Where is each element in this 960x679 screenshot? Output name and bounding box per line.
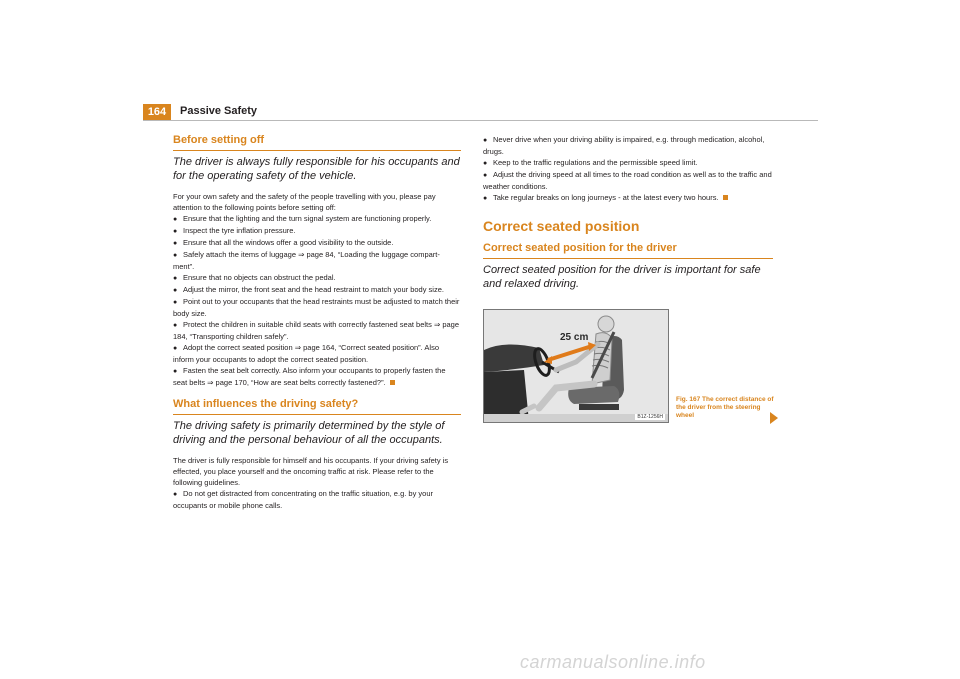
- list-item: ● Take regular breaks on long journeys - at the latest every two hours.: [483, 192, 773, 204]
- section-lead: The driving safety is primarily determined by the style of driving and the personal behaviour of all the occupants.: [173, 420, 445, 446]
- list-item: ● Ensure that all the windows offer a good visibility to the outside.: [173, 238, 394, 247]
- bullet-icon: ●: [173, 228, 178, 235]
- section-title-before-setting-off: Before setting off: [173, 134, 461, 151]
- bullet-icon: ●: [173, 287, 178, 294]
- section-title-driving-safety: What influences the driving safety?: [173, 398, 461, 415]
- list-item: ● Do not get distracted from concentrating on the traffic situation, e.g. by your occupants or mobile phone calls.: [173, 489, 433, 510]
- driver-seat-figure: [483, 309, 669, 423]
- bullet-icon: ●: [483, 137, 488, 144]
- section-intro: The driver is fully responsible for himself and his occupants. If your driving safety is effected, you place yourself and the oncoming traffic at risk. Please refer to the following guidelines.: [173, 456, 449, 487]
- bullet-icon: ●: [173, 491, 178, 498]
- bullet-icon: ●: [483, 172, 488, 179]
- list-item: ● Protect the children in suitable child seats with correctly fastened seat belts ⇒ page 184, “Transporting children safely”.: [173, 320, 460, 341]
- bullet-icon: ●: [173, 299, 178, 306]
- section-end-icon: [723, 195, 728, 200]
- bullet-icon: ●: [483, 195, 488, 202]
- watermark: carmanualsonline.info: [520, 652, 706, 672]
- bullet-icon: ●: [173, 322, 178, 329]
- bullet-icon: ●: [173, 252, 178, 259]
- figure-caption: Fig. 167 The correct distance of the driver from the steering wheel: [676, 396, 774, 419]
- bullet-icon: ●: [173, 240, 178, 247]
- list-item: ● Point out to your occupants that the head restraints must be adjusted to match their body size.: [173, 297, 460, 318]
- section-end-icon: [390, 380, 395, 385]
- header-rule: [143, 120, 818, 121]
- bullet-icon: ●: [173, 345, 178, 352]
- list-item: ● Ensure that no objects can obstruct the pedal.: [173, 273, 336, 282]
- running-head: Passive Safety: [180, 105, 258, 117]
- next-page-arrow-icon: [770, 412, 778, 424]
- bullet-icon: ●: [173, 216, 178, 223]
- list-item: ● Adjust the mirror, the front seat and the head restraint to match your body size.: [173, 285, 444, 294]
- left-column: [173, 134, 461, 511]
- figure-code: B1Z-1256H: [637, 414, 663, 420]
- list-item: ● Safely attach the items of luggage ⇒ page 84, “Loading the luggage compart-ment”.: [173, 250, 440, 271]
- bullet-icon: ●: [483, 160, 488, 167]
- driver-seated-illustration: [484, 310, 668, 422]
- page-number: 164: [143, 104, 171, 120]
- list-item: ● Adjust the driving speed at all times to the road condition as well as to the traffic and weather conditions.: [483, 170, 772, 191]
- bullet-icon: ●: [173, 275, 178, 282]
- right-column: [483, 134, 773, 299]
- list-item: ● Inspect the tyre inflation pressure.: [173, 226, 296, 235]
- list-item: ● Fasten the seat belt correctly. Also inform your occupants to properly fasten the seat belts ⇒ page 170, “How are seat belts correctly fastened?”.: [173, 366, 446, 387]
- list-item: ● Keep to the traffic regulations and the permissible speed limit.: [483, 158, 698, 167]
- list-item: ● Ensure that the lighting and the turn signal system are functioning properly.: [173, 214, 432, 223]
- bullet-icon: ●: [173, 368, 178, 375]
- chapter-title: Correct seated position: [483, 218, 640, 234]
- section-intro: For your own safety and the safety of the people travelling with you, please pay attention to the following points before setting off:: [173, 192, 436, 212]
- distance-label: 25 cm: [560, 332, 589, 343]
- section-title-seated-position: Correct seated position for the driver: [483, 242, 773, 259]
- section-lead: Correct seated position for the driver is important for safe and relaxed driving.: [483, 264, 761, 290]
- section-lead: The driver is always fully responsible for his occupants and for the operating safety of the vehicle.: [173, 156, 460, 182]
- list-item: ● Adopt the correct seated position ⇒ page 164, “Correct seated position”. Also inform your occupants to adopt the correct seated position.: [173, 343, 440, 364]
- list-item: ● Never drive when your driving ability is impaired, e.g. through medication, alcohol, drugs.: [483, 135, 765, 156]
